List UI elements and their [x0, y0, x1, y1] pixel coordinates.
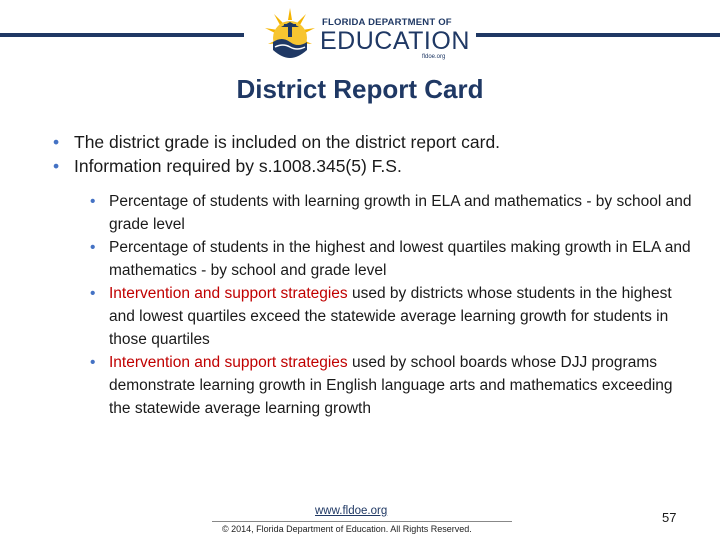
logo-line2: EDUCATION	[320, 27, 470, 55]
logo-url: fldoe.org	[422, 54, 446, 60]
page-number: 57	[662, 510, 677, 525]
sub-bullet-text: used by districts whose students in the highest and lowest quartiles exceed the statewide average learning growth for students in those quartiles	[109, 285, 672, 348]
sub-bullet	[106, 351, 696, 420]
sub-bullet-text: used by school boards whose DJJ programs demonstrate learning growth in English language arts and mathematics exceeding the statewide average learning growth	[109, 354, 673, 417]
sub-bullet	[106, 282, 696, 351]
main-bullet-list	[50, 130, 690, 178]
footer-website-link[interactable]: www.fldoe.org	[315, 505, 388, 517]
header-rule-left	[0, 33, 244, 37]
main-bullet: • Information required by s.1008.345(5) F.S.	[50, 154, 690, 178]
main-bullet: • The district grade is included on the district report card.	[50, 130, 690, 154]
sub-bullet	[106, 190, 696, 236]
sun-emblem-icon	[262, 6, 318, 66]
sub-bullet-list	[106, 190, 696, 420]
sub-bullet-highlight: Intervention and support strategies	[109, 285, 348, 302]
sub-bullet	[106, 236, 696, 282]
sub-bullet-text: Percentage of students in the highest and lowest quartiles making growth in ELA and mathematics - by school and grade level	[109, 239, 691, 279]
footer-divider	[212, 521, 512, 522]
footer-copyright: © 2014, Florida Department of Education. All Rights Reserved.	[222, 524, 472, 534]
sub-bullet-text: Percentage of students with learning growth in ELA and mathematics - by school and grade level	[109, 193, 692, 233]
header-rule-right	[476, 33, 720, 37]
sub-bullet-highlight: Intervention and support strategies	[109, 354, 348, 371]
logo-line1: FLORIDA DEPARTMENT OF	[322, 17, 452, 28]
slide-title: District Report Card	[236, 74, 484, 104]
fldoe-logo	[262, 6, 470, 68]
